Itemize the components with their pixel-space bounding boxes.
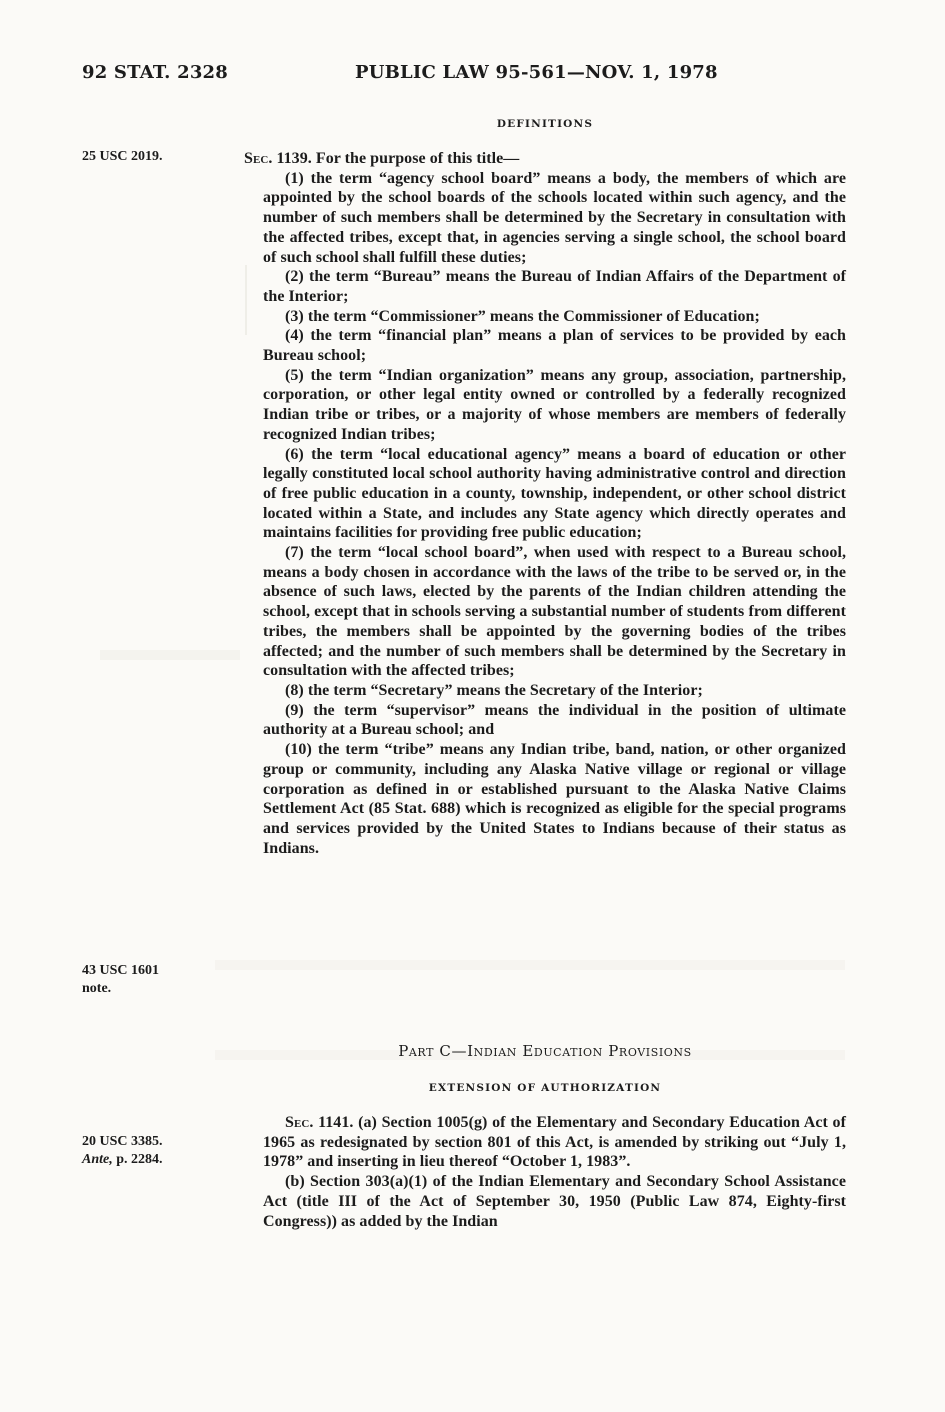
section-1141-a-text: 1141. (a) Section 1005(g) of the Elementary and Secondary Education Act of 1965 as redesignated by section 801 of this Act, is amended by striking out “July 1, 1978” and inserting in lieu thereof “October 1, 1983”. <box>263 1114 846 1171</box>
definition-item: (2) the term “Bureau” means the Bureau of Indian Affairs of the Department of the Interior; <box>263 268 846 305</box>
definition-item: (5) the term “Indian organization” means any group, association, partnership, corporation, or other legal entity owned or controlled by a federally recognized Indian tribe or tribes, or a majority of whose members are members of federally recognized Indian tribes; <box>263 366 846 443</box>
section-1141-a <box>263 1113 846 1172</box>
section-1141 <box>263 1113 846 1231</box>
margin-note-alaska-ref: 43 USC 1601 <box>82 963 160 978</box>
margin-note-sec1141-ref: 20 USC 3385. <box>82 1134 163 1149</box>
section-1139-intro-text: 1139. For the purpose of this title— <box>276 150 520 167</box>
margin-note-ante <box>82 1151 163 1169</box>
definition-item: (8) the term “Secretary” means the Secretary of the Interior; <box>285 681 703 699</box>
extension-heading: EXTENSION OF AUTHORIZATION <box>428 1082 662 1094</box>
definition-item: (7) the term “local school board”, when used with respect to a Bureau school, means a body chosen in accordance with the laws of the tribe to be served or, in the absence of such laws, elected by the parents of the Indian children attending the school, except that in schools serving a substantial number of students from different tribes, the members shall be appointed by the governing bodies of the tribes affected; and the number of such members shall be determined by the Secretary in consultation with the affected tribes; <box>263 544 846 680</box>
part-c-title: Part C—Indian Education Provisions <box>398 1042 692 1060</box>
definition-item: (4) the term “financial plan” means a plan of services to be provided by each Bureau school; <box>263 327 846 365</box>
definition-item: (9) the term “supervisor” means the individual in the position of ultimate authority at a Bureau school; and <box>263 701 846 739</box>
margin-note-alaska-note: note. <box>82 981 112 996</box>
law-title: PUBLIC LAW 95-561—NOV. 1, 1978 <box>355 62 718 83</box>
definitions-heading: DEFINITIONS <box>496 118 594 130</box>
bleed-through-mark <box>205 265 247 335</box>
definition-item: (6) the term “local educational agency” means a board of education or other legally constituted local school authority having administrative control and direction of free public education in a county, township, independent, or other school district located within a State, and includes any State agency which directly operates and maintains facilities for providing free public education; <box>263 445 846 542</box>
definition-item: (10) the term “tribe” means any Indian tribe, band, nation, or other organized group or community, including any Alaska Native village or regional or village corporation as defined in or established pursuant to the Alaska Native Claims Settlement Act (85 Stat. 688) which is recognized as eligible for the special programs and services provided by the United States to Indians because of their status as Indians. <box>263 741 846 857</box>
margin-note-sec1141 <box>82 1133 163 1169</box>
definition-item: (1) the term “agency school board” means a body, the members of which are appointed by the school boards of the schools located within such agency, and the number of such members shall be determined by the Secretary in consultation with the affected tribes, except that, in agencies serving a single school, the school board of such school shall fulfill these duties; <box>263 169 846 266</box>
ante-label: Ante, <box>82 1152 113 1167</box>
section-1139-intro <box>244 149 846 169</box>
bleed-through-mark <box>100 650 240 690</box>
section-label: Sec. <box>244 150 273 167</box>
margin-note-alaska <box>82 962 159 998</box>
margin-note-sec1139: 25 USC 2019. <box>82 149 163 164</box>
definition-item: (3) the term “Commissioner” means the Commissioner of Education; <box>285 307 760 325</box>
ante-page: p. 2284. <box>116 1152 163 1167</box>
section-1139 <box>244 149 846 858</box>
stat-page-number: 92 STAT. 2328 <box>82 62 229 83</box>
section-label: Sec. <box>285 1114 314 1131</box>
section-1141-b: (b) Section 303(a)(1) of the Indian Elementary and Secondary School Assistance Act (title III of the Act of September 30, 1950 (Public Law 874, Eighty-first Congress)) as added by the Indian <box>263 1173 846 1230</box>
